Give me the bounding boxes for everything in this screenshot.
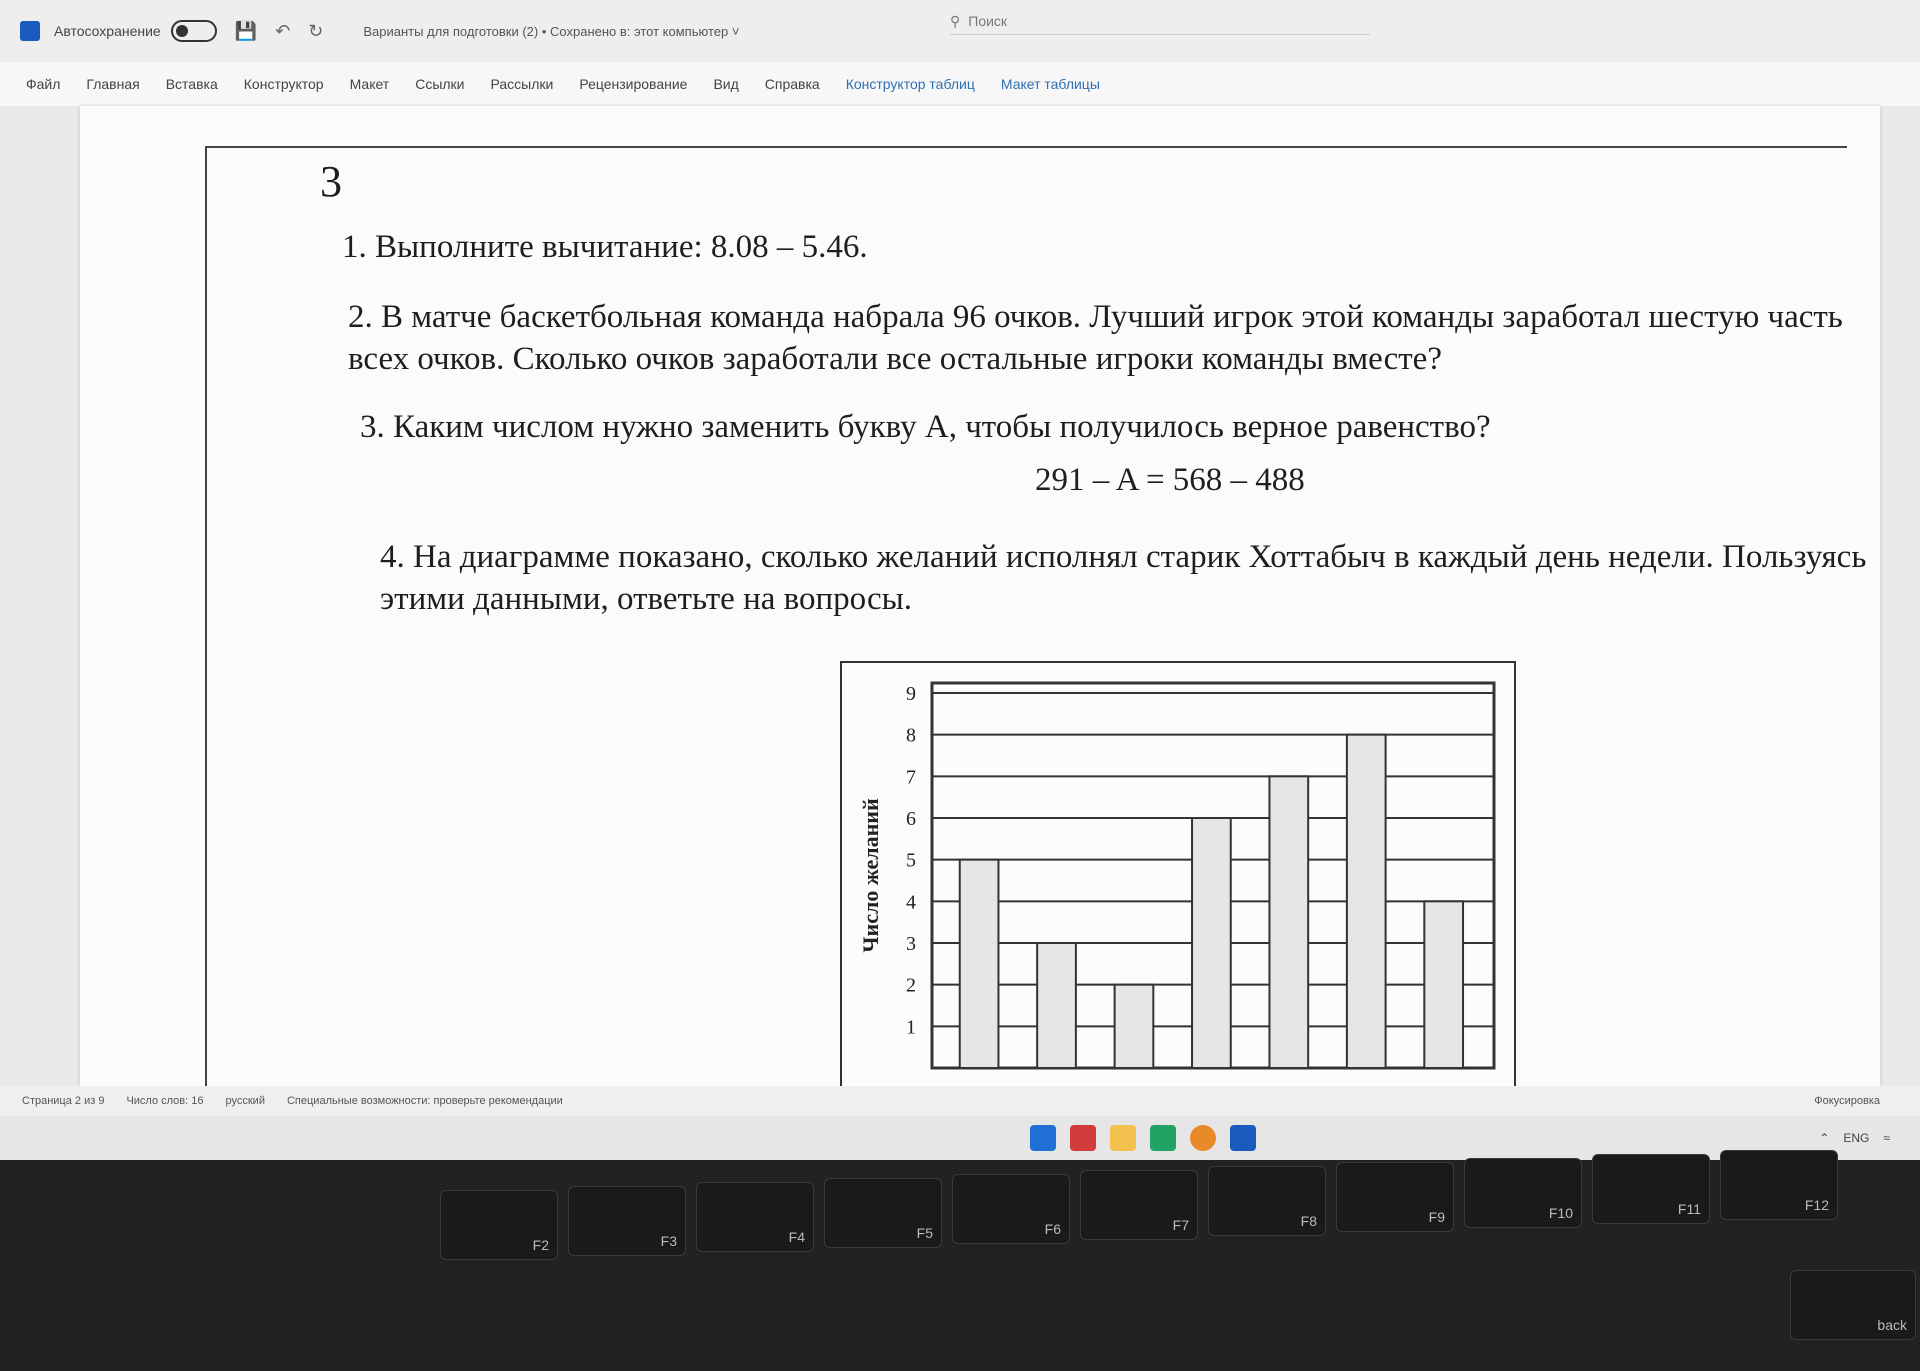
y-tick-label: 8 [906,724,916,747]
status-language[interactable]: русский [225,1095,265,1107]
status-bar [0,1086,1920,1116]
question-3: 3. Каким числом нужно заменить букву А, чтобы получилось верное равенство? [360,409,1491,445]
tab-references[interactable]: Ссылки [415,76,465,92]
y-tick-label: 1 [906,1016,916,1039]
tab-review[interactable]: Рецензирование [579,76,688,92]
y-tick-label: 2 [906,974,916,997]
y-tick-label: 6 [906,808,916,830]
chart-svg [842,663,1514,1088]
status-words[interactable]: Число слов: 16 [126,1095,204,1107]
autosave-label: Автосохранение [54,23,161,39]
system-tray [1819,1131,1890,1145]
bar [960,860,999,1068]
file-explorer-icon[interactable] [1110,1125,1136,1151]
tab-file[interactable]: Файл [26,76,61,92]
document-workspace [0,106,1920,1086]
redo-icon[interactable]: ↻ [308,20,324,41]
question-4: 4. На диаграмме показано, сколько желаний исполнял старик Хоттабыч в каждый день недели. Пользуясь этими данными, ответьте на вопросы. [380,539,1867,617]
key-f9[interactable]: F9 [1336,1162,1454,1232]
key-backspace[interactable]: back [1790,1270,1916,1340]
key-f4[interactable]: F4 [696,1182,814,1252]
tab-home[interactable]: Главная [86,76,140,92]
game-app-icon[interactable] [1190,1125,1216,1151]
document-page[interactable] [80,106,1880,1086]
tab-view[interactable]: Вид [713,76,739,92]
word-taskbar-icon[interactable] [1230,1125,1256,1151]
y-axis-label: Число желаний [858,798,883,953]
chevron-up-icon[interactable]: ⌃ [1819,1131,1830,1145]
bar [1347,735,1386,1068]
wishes-bar-chart[interactable] [840,661,1516,1090]
y-tick-label: 5 [906,849,916,872]
wifi-icon[interactable]: ≈ [1883,1131,1890,1145]
key-f2[interactable]: F2 [440,1190,558,1260]
key-f3[interactable]: F3 [568,1186,686,1256]
tab-help[interactable]: Справка [764,76,820,92]
status-page[interactable]: Страница 2 из 9 [22,1095,105,1107]
key-f12[interactable]: F12 [1720,1150,1838,1220]
undo-icon[interactable]: ↶ [275,20,291,41]
title-bar [0,0,1920,62]
word-app-icon [20,21,40,41]
tab-design[interactable]: Конструктор [243,76,324,92]
y-tick-label: 3 [906,933,916,955]
windows-start-icon[interactable] [1030,1125,1056,1151]
save-icon[interactable]: 💾 [234,20,258,41]
tray-language[interactable]: ENG [1843,1131,1870,1145]
search-icon: ⚲ [950,12,961,29]
equation: 291 – A = 568 – 488 [1035,462,1305,498]
y-tick-label: 7 [906,766,916,789]
tab-mailings[interactable]: Рассылки [490,76,554,92]
autosave-toggle[interactable] [171,20,217,42]
key-f8[interactable]: F8 [1208,1166,1326,1236]
y-tick-label: 4 [906,891,916,914]
tab-insert[interactable]: Вставка [165,76,218,92]
bar [1269,776,1308,1068]
tab-table-layout[interactable]: Макет таблицы [1000,76,1100,92]
document-title[interactable]: Варианты для подготовки (2) • Сохранено в: этот компьютер ˅ [363,23,740,39]
bar [1424,901,1463,1068]
laptop-keyboard [0,1160,1920,1371]
bar [1037,943,1076,1068]
ribbon-tabs [0,62,1920,107]
key-f5[interactable]: F5 [824,1178,942,1248]
search-placeholder: Поиск [968,13,1008,29]
search-box[interactable] [950,8,1370,35]
bar [1115,985,1154,1068]
tab-table-design[interactable]: Конструктор таблиц [845,76,975,92]
y-tick-label: 9 [906,683,916,705]
tab-layout[interactable]: Макет [349,76,390,92]
excel-icon[interactable] [1150,1125,1176,1151]
question-1: 1. Выполните вычитание: 8.08 – 5.46. [342,229,868,265]
key-f6[interactable]: F6 [952,1174,1070,1244]
status-focus[interactable]: Фокусировка [1814,1095,1880,1107]
bar [1192,818,1231,1068]
key-f7[interactable]: F7 [1080,1170,1198,1240]
yandex-browser-icon[interactable] [1070,1125,1096,1151]
question-2: 2. В матче баскетбольная команда набрала 96 очков. Лучший игрок этой команды заработал шестую часть всех очков. Сколько очков заработали все остальные игроки команды вместе? [348,299,1843,377]
variant-number: 3 [320,157,342,206]
status-accessibility[interactable]: Специальные возможности: проверьте рекомендации [286,1095,563,1107]
key-f10[interactable]: F10 [1464,1158,1582,1228]
key-f11[interactable]: F11 [1592,1154,1710,1224]
